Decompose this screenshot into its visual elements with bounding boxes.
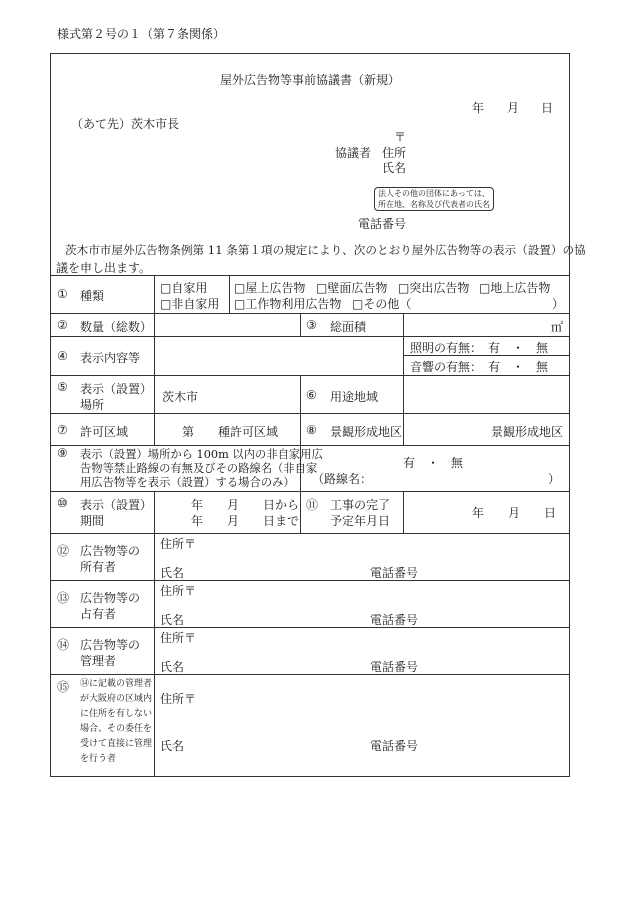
corp-note-line2: 所在地、名称及び代表者の氏名 <box>378 200 490 209</box>
row3-label: 総面積 <box>330 320 367 334</box>
corp-note-line1: 法人その他の団体にあっては、 <box>378 189 490 198</box>
manager-address-label: 住所〒 <box>160 631 197 645</box>
row13-label-line1: 広告物等の <box>80 591 141 605</box>
row14-number: ⑭ <box>57 638 70 652</box>
permit-zone-value: 第 種許可区域 <box>182 425 279 439</box>
row11-label-line1: 工事の完了 <box>330 498 391 512</box>
row9-label-line2: 告物等禁止路線の有無及びその路線名（非自家 <box>80 462 318 475</box>
row6-label: 用途地域 <box>330 390 379 404</box>
row14-label-line1: 広告物等の <box>80 638 141 652</box>
period-from: 年 月 日から <box>191 498 300 512</box>
row15-label-line4: 場合、その委任を <box>80 724 153 734</box>
row1-number: ① <box>57 287 68 301</box>
row5-label-line1: 表示（設置） <box>80 382 153 396</box>
route-yes-no[interactable]: 有 ・ 無 <box>403 456 464 470</box>
route-name-label: （路線名： <box>312 472 373 486</box>
row15-label-line1: ⑭に記載の管理者 <box>80 679 153 689</box>
row5-number: ⑤ <box>57 380 68 394</box>
row15-label-line5: 受けて直接に管理 <box>80 739 153 749</box>
row10-label-line1: 表示（設置） <box>80 498 153 512</box>
row15-label-line3: に住所を有しない <box>80 709 153 719</box>
date-year: 年 <box>472 101 485 115</box>
sound-yes-no[interactable]: 音響の有無： 有 ・ 無 <box>410 360 549 374</box>
row7-label: 許可区域 <box>80 425 129 439</box>
agent-name-label: 氏名 <box>160 739 185 753</box>
applicant-address-label: 住所 <box>382 146 407 160</box>
corporate-note <box>374 187 494 211</box>
row2-number: ② <box>57 318 68 332</box>
row4-label: 表示内容等 <box>80 351 141 365</box>
row10-number: ⑩ <box>57 496 68 510</box>
option-non-self-use[interactable]: □非自家用 <box>160 297 220 311</box>
intro-text-line2: 議を申し出ます。 <box>56 261 152 275</box>
row15-label-line2: が大阪府の区域内 <box>80 694 153 704</box>
row9-label-line1: 表示（設置）場所から 100m 以内の非自家用広 <box>80 448 323 461</box>
manager-name-label: 氏名 <box>160 660 185 674</box>
option-ground[interactable]: □地上広告物 <box>479 281 551 295</box>
intro-text-line1: 茨木市市屋外広告物条例第 11 条第１項の規定により、次のとおり屋外広告物等の表示（設置）の協 <box>65 243 586 257</box>
option-wall[interactable]: □壁面広告物 <box>316 281 388 295</box>
applicant-name-label: 氏名 <box>382 161 407 175</box>
location-city: 茨木市 <box>162 390 199 404</box>
row4-number: ④ <box>57 349 68 363</box>
period-to: 年 月 日まで <box>191 514 300 528</box>
row12-number: ⑫ <box>57 544 70 558</box>
option-protruding[interactable]: □突出広告物 <box>398 281 470 295</box>
lighting-yes-no[interactable]: 照明の有無： 有 ・ 無 <box>410 341 549 355</box>
occupant-address-label: 住所〒 <box>160 584 197 598</box>
option-other[interactable]: □その他（ <box>352 297 412 311</box>
form-title: 屋外広告物等事前協議書（新規） <box>220 73 401 87</box>
row9-number: ⑨ <box>57 446 68 460</box>
owner-address-label: 住所〒 <box>160 537 197 551</box>
completion-date: 年 月 日 <box>472 506 557 520</box>
row12-label-line1: 広告物等の <box>80 544 141 558</box>
row8-label: 景観形成地区 <box>330 425 403 439</box>
row15-label-line6: を行う者 <box>80 754 117 764</box>
landscape-district-value: 景観形成地区 <box>491 425 564 439</box>
row3-number: ③ <box>306 318 317 332</box>
agent-phone-label: 電話番号 <box>370 739 419 753</box>
postal-mark: 〒 <box>394 130 407 144</box>
form-number: 様式第２号の１（第７条関係） <box>57 27 226 41</box>
row5-label-line2: 場所 <box>80 398 105 412</box>
row9-label-line3: 用広告物等を表示（設置）する場合のみ） <box>80 476 295 489</box>
manager-phone-label: 電話番号 <box>370 660 419 674</box>
owner-phone-label: 電話番号 <box>370 566 419 580</box>
row13-number: ⑬ <box>57 591 70 605</box>
occupant-phone-label: 電話番号 <box>370 613 419 627</box>
route-name-close: ） <box>548 472 561 486</box>
row11-number: ⑪ <box>306 498 319 512</box>
date-month: 月 <box>507 101 520 115</box>
row8-number: ⑧ <box>306 423 317 437</box>
addressee: （あて先）茨木市長 <box>71 117 180 131</box>
occupant-name-label: 氏名 <box>160 613 185 627</box>
row12-label-line2: 所有者 <box>80 560 117 574</box>
row15-label <box>80 677 152 767</box>
row11-label-line2: 予定年月日 <box>330 514 391 528</box>
option-structure[interactable]: □工作物利用広告物 <box>234 297 342 311</box>
agent-address-label: 住所〒 <box>160 692 197 706</box>
applicant-role: 協議者 <box>335 146 372 160</box>
row2-label: 数量（総数） <box>80 320 153 334</box>
option-rooftop[interactable]: □屋上広告物 <box>234 281 306 295</box>
row13-label-line2: 占有者 <box>80 607 117 621</box>
form-frame <box>50 53 570 777</box>
row15-number: ⑮ <box>57 680 70 694</box>
row1-label: 種類 <box>80 289 105 303</box>
row14-label-line2: 管理者 <box>80 654 117 668</box>
option-self-use[interactable]: □自家用 <box>160 281 208 295</box>
applicant-phone-label: 電話番号 <box>358 217 407 231</box>
row6-number: ⑥ <box>306 388 317 402</box>
option-other-close: ） <box>552 297 565 311</box>
area-unit: ㎡ <box>551 320 564 334</box>
date-day: 日 <box>541 101 554 115</box>
owner-name-label: 氏名 <box>160 566 185 580</box>
row7-number: ⑦ <box>57 423 68 437</box>
row10-label-line2: 期間 <box>80 514 105 528</box>
